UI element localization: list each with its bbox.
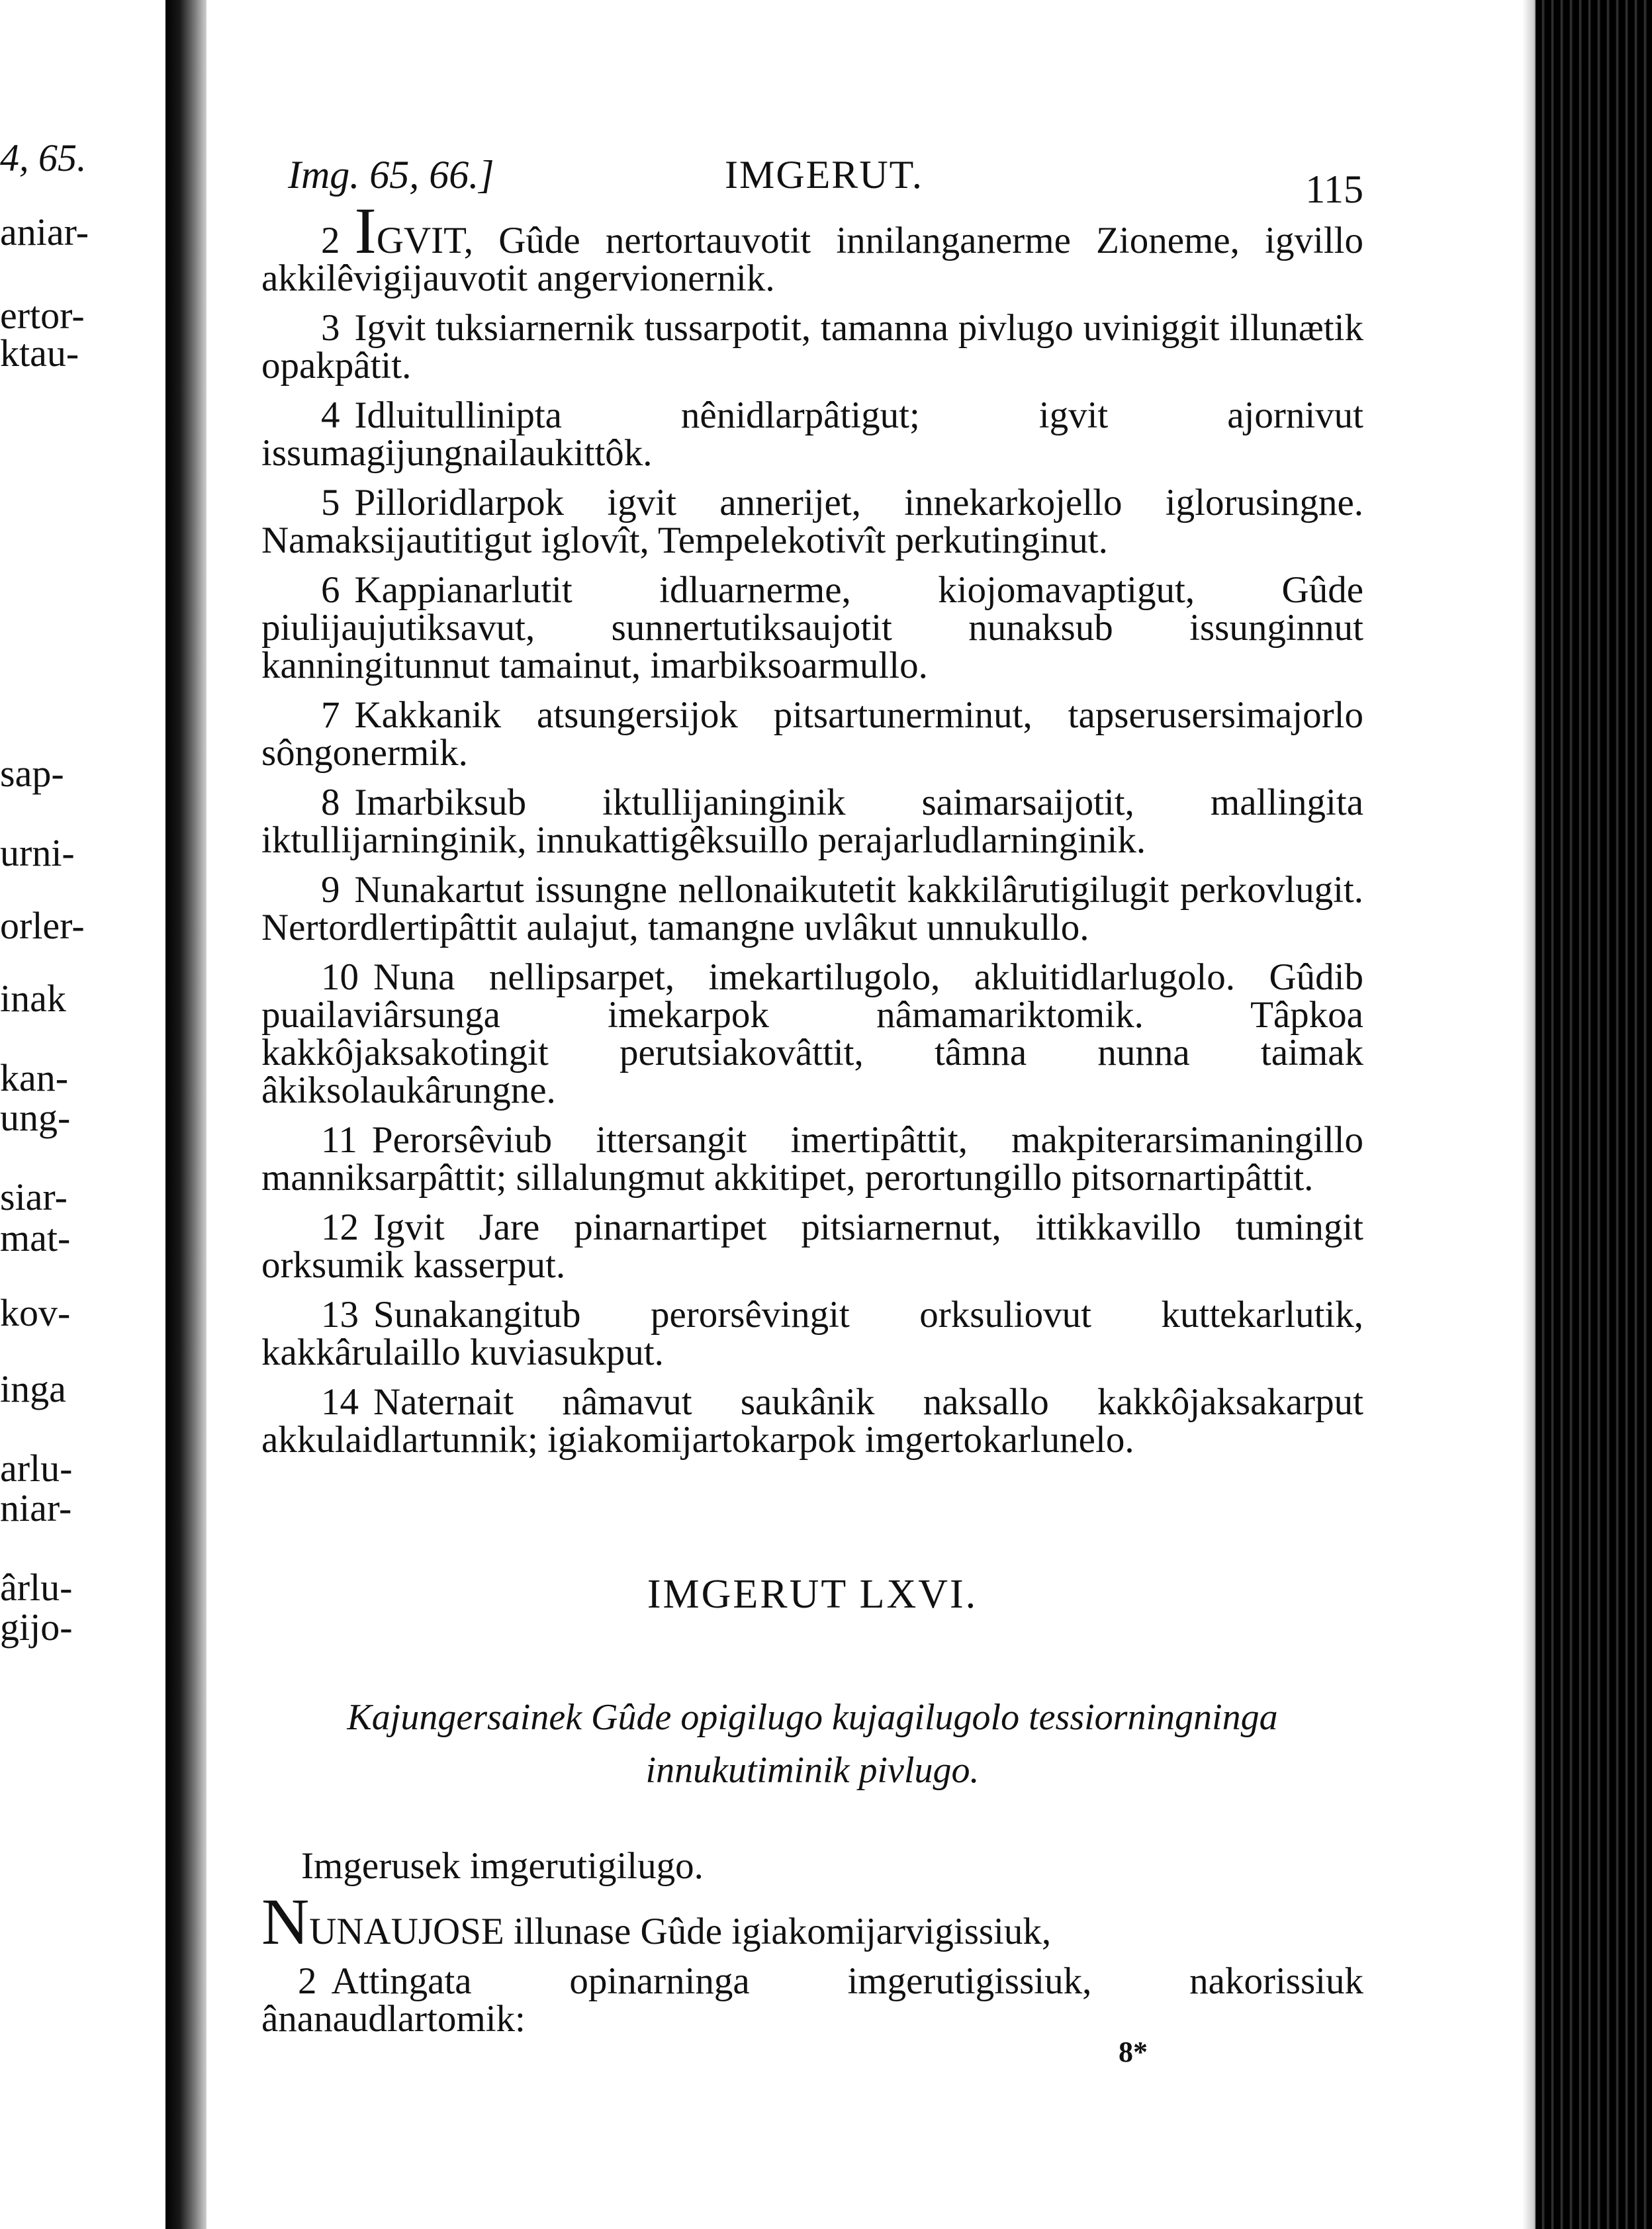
signature-mark: 8* [1119, 2036, 1148, 2068]
verse-number: 2 [321, 220, 340, 261]
verse [261, 1121, 1363, 1197]
verse [261, 958, 1363, 1109]
verse-text: Gûde nertortauvotit innilanganerme Zioneme, igvillo akkilêvigijauvotit angervionernik. [261, 220, 1363, 299]
header-title: IMGERUT. [725, 153, 923, 197]
verse [261, 1383, 1363, 1459]
verse-text: Kakkanik atsungersijok pitsartunerminut, tapserusersimajorlo sôngonermik. [261, 694, 1363, 774]
verse [261, 194, 1363, 299]
verse-number: 2 [298, 1960, 317, 2002]
verse [261, 696, 1363, 772]
verse-text: Sunakangitub perorsêvingit orksuliovut kuttekarlutik, kakkârulaillo kuviasukput. [261, 1294, 1363, 1373]
verse [261, 396, 1363, 472]
verse-text: Nuna nellipsarpet, imekartilugolo, akluitidlarlugolo. Gûdib puailaviârsunga imekarpok nâmamariktomik. Tâpkoa kakkôjaksakotingit perutsiakovâttit, tâmna nunna taimak âkiksolaukârungne. [261, 956, 1363, 1111]
verse [261, 1962, 1363, 2038]
verse-number: 14 [321, 1381, 359, 1423]
verse-number: 11 [321, 1119, 357, 1161]
previous-page-fragment [0, 0, 165, 2229]
verse-text: Imarbiksub iktullijaninginik saimarsaijotit, mallingita iktullijarninginik, innukattigêksuillo perajarludlarninginik. [261, 782, 1363, 861]
verse-text: illunase Gûde igiakomijarvigissiuk, [504, 1911, 1052, 1952]
verse [261, 1296, 1363, 1371]
verse-number: 9 [321, 869, 340, 911]
fragment-line: mat- [0, 1216, 71, 1259]
initial-letter: N [261, 1885, 310, 1958]
verse [261, 571, 1363, 684]
book-page-edges [1536, 0, 1652, 2229]
chapter-heading: IMGERUT LXVI. [647, 1572, 978, 1617]
verse-text: Idluitullinipta nênidlarpâtigut; igvit ajornivut issumagijungnailaukittôk. [261, 394, 1363, 474]
verse-text: Naternait nâmavut saukânik naksallo kakkôjaksakarput akkulaidlartunnik; igiakomijartokarpok imgertokarlunelo. [261, 1381, 1363, 1461]
verse [261, 871, 1363, 946]
verse [261, 309, 1363, 385]
verse [261, 1208, 1363, 1284]
psalm-superscription: Imgerusek imgerutigilugo. [301, 1845, 704, 1887]
header-reference: Img. 65, 66.] [288, 153, 494, 197]
fragment-line: sap- [0, 752, 64, 795]
verse-number: 12 [321, 1206, 359, 1248]
verse [261, 784, 1363, 859]
verse-number: 3 [321, 307, 340, 349]
fragment-line: 4, 65. [0, 136, 87, 179]
fragment-line: arlu- [0, 1447, 73, 1490]
running-header [261, 132, 1363, 212]
verse-number: 8 [321, 782, 340, 823]
initial-letter: I [354, 194, 377, 267]
verse-number: 13 [321, 1294, 359, 1336]
fragment-line: ertor- [0, 294, 85, 337]
book-spine-shadow [165, 0, 206, 2229]
verse-number: 6 [321, 569, 340, 611]
fragment-line: inga [0, 1367, 66, 1410]
fragment-line: ktau- [0, 332, 79, 375]
fragment-line: aniar- [0, 210, 89, 253]
fragment-line: orler- [0, 904, 85, 947]
fragment-line: ung- [0, 1096, 71, 1139]
lead-word: GVIT, [376, 220, 473, 261]
verse-text: Pilloridlarpok igvit annerijet, innekarkojello iglorusingne. Namaksijautitigut iglovît, Tempelekotivît perkutinginut. [261, 482, 1363, 561]
verse-text: Kappianarlutit idluarnerme, kiojomavaptigut, Gûde piulijaujutiksavut, sunnertutiksaujotit nunaksub issunginnut kanningitunnut tamainut, imarbiksoarmullo. [261, 569, 1363, 686]
fragment-line: kov- [0, 1291, 71, 1334]
lead-word: UNAUJOSE [309, 1911, 504, 1952]
verse-text: Igvit tuksiarnernik tussarpotit, tamanna pivlugo uviniggit illunætik opakpâtit. [261, 307, 1363, 387]
book-page [261, 132, 1363, 2050]
verse-number: 4 [321, 394, 340, 436]
page-number: 115 [1305, 167, 1363, 211]
fragment-line: siar- [0, 1175, 68, 1218]
verse-text: Perorsêviub ittersangit imertipâttit, makpiterarsimaningillo manniksarpâttit; sillalungmut akkitipet, perortungillo pitsornartipâttit. [261, 1119, 1363, 1199]
verse [261, 484, 1363, 559]
verse-number: 7 [321, 694, 340, 736]
fragment-line: niar- [0, 1486, 72, 1529]
verse-number: 10 [321, 956, 359, 998]
fragment-line: gijo- [0, 1606, 73, 1649]
fragment-line: ârlu- [0, 1566, 73, 1609]
fragment-line: kan- [0, 1056, 69, 1099]
summary-line: Kajungersainek Gûde opigilugo kujagilugolo tessiorningninga [347, 1697, 1278, 1738]
verse-text: Igvit Jare pinarnartipet pitsiarnernut, ittikkavillo tumingit orksumik kasserput. [261, 1206, 1363, 1286]
fragment-line: urni- [0, 831, 75, 874]
verse [261, 1885, 1363, 1958]
chapter-summary [261, 1691, 1363, 1797]
verse-text: Nunakartut issungne nellonaikutetit kakkilârutigilugit perkovlugit. Nertordlertipâttit aulajut, tamangne uvlâkut unnukullo. [261, 869, 1363, 948]
verse-number: 5 [321, 482, 340, 523]
verse-text: Attingata opinarninga imgerutigissiuk, nakorissiuk ânanaudlartomik: [261, 1960, 1363, 2040]
fragment-line: inak [0, 977, 66, 1020]
summary-line: innukutiminik pivlugo. [645, 1750, 980, 1791]
